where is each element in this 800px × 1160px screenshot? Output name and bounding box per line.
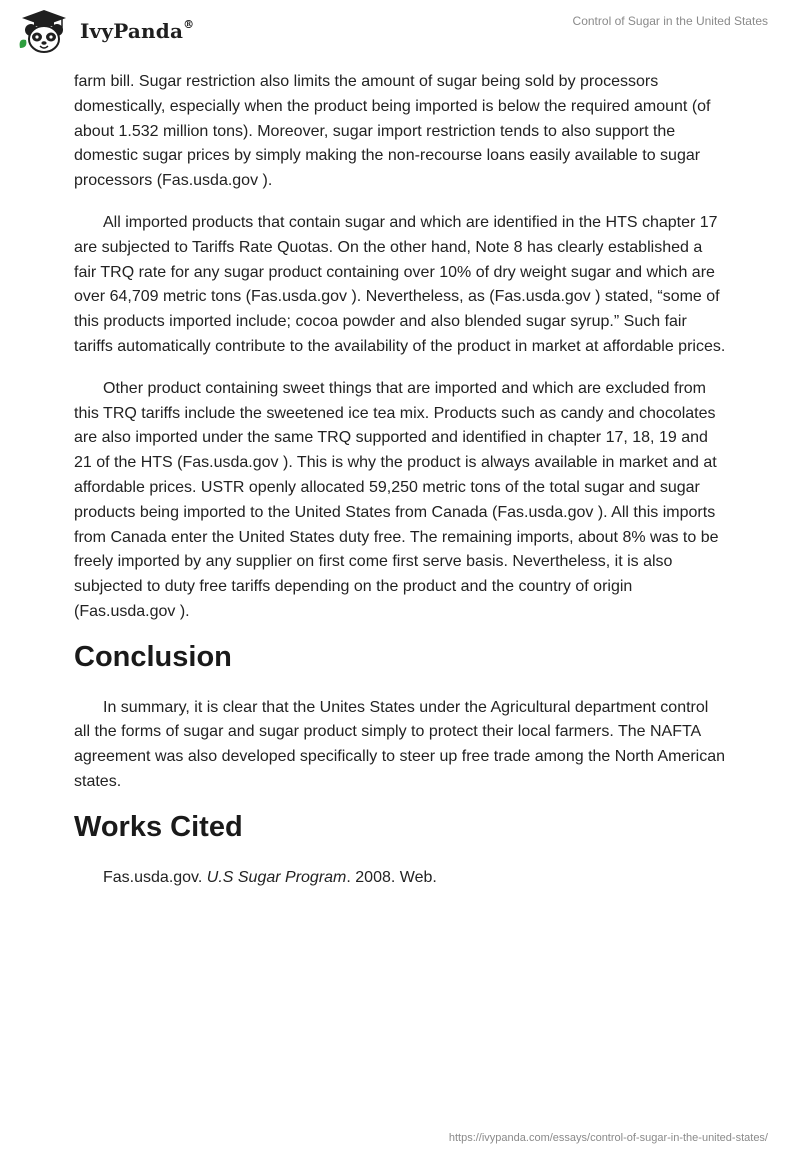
body-paragraph: farm bill. Sugar restriction also limits the amount of sugar being sold by processors domestically, especially when the product being imported is below the required amount (of about 1.532 million tons). Moreover, sugar import restriction tends to also support the domestic sugar prices by simply making the non-recourse loans easily available to sugar processors (Fas.usda.gov ). bbox=[74, 73, 711, 190]
body-paragraph: Other product containing sweet things that are imported and which are excluded from this TRQ tariffs include the sweetened ice tea mix. Products such as candy and chocolates are also imported under the same TRQ supported and identified in chapter 17, 18, 19 and 21 of the HTS (Fas.usda.gov ). This is why the product is always available in market and at affordable prices. USTR openly allocated 59,250 metric tons of the total sugar and sugar products being imported to the United States from Canada (Fas.usda.gov ). All this imports from Canada enter the United States duty free. The remaining imports, about 8% was to be freely imported by any supplier on first come first serve basis. Nevertheless, it is also subjected to duty free tariffs depending on the product and the country of origin (Fas.usda.gov ). bbox=[74, 379, 719, 620]
brand-name: IvyPanda® bbox=[80, 18, 195, 43]
body-paragraph: All imported products that contain sugar and which are identified in the HTS chapter 17 are subjected to Tariffs Rate Quotas. On the other hand, Note 8 has clearly established a fair TRQ rate for any sugar product containing over 10% of dry weight sugar and which are over 64,709 metric tons (Fas.usda.gov ). Nevertheless, as (Fas.usda.gov ) stated, “some of this products imported include; cocoa powder and also blended sugar syrup.” Such fair tariffs automatically contribute to the availability of the product in market at affordable prices. bbox=[74, 213, 726, 355]
citation-entry bbox=[74, 866, 726, 891]
document-title: Control of Sugar in the United States bbox=[572, 14, 768, 28]
essay-content bbox=[74, 70, 726, 891]
citation-details: . 2008. Web. bbox=[346, 868, 437, 886]
conclusion-heading: Conclusion bbox=[74, 640, 232, 673]
citation-author: Fas.usda.gov. bbox=[103, 868, 207, 886]
citation-title: U.S Sugar Program bbox=[206, 868, 347, 886]
source-url-link[interactable]: https://ivypanda.com/essays/control-of-sugar-in-the-united-states/ bbox=[448, 1132, 768, 1144]
page-header bbox=[0, 0, 800, 70]
panda-graduate-icon bbox=[16, 8, 72, 56]
brand-logo[interactable] bbox=[16, 8, 194, 56]
conclusion-paragraph: In summary, it is clear that the Unites States under the Agricultural department control all the forms of sugar and sugar product simply to protect their local farmers. The NAFTA agreement was also developed specifically to steer up free trade among the North American states. bbox=[74, 698, 726, 791]
works-cited-heading: Works Cited bbox=[74, 810, 243, 843]
